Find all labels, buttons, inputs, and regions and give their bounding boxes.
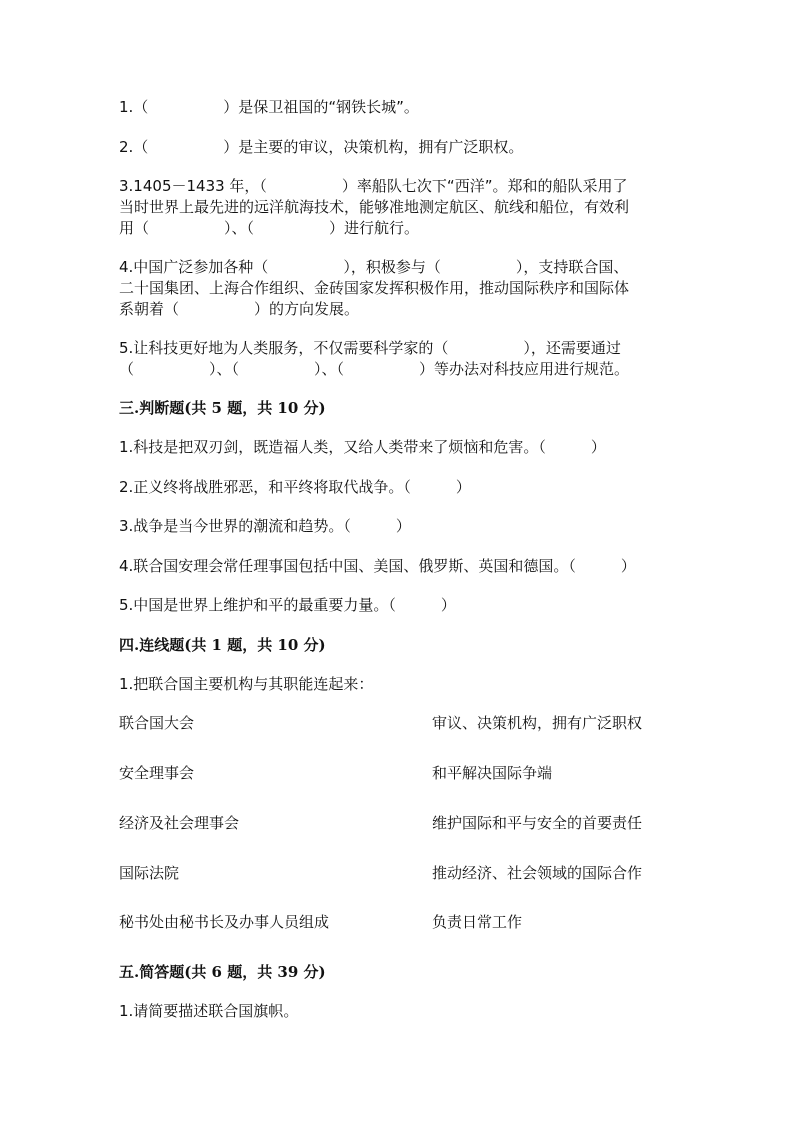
fill-blank-question-5-line-1: 5.让科技更好地为人类服务，不仅需要科学家的（ ），还需要通过 xyxy=(119,339,621,357)
match-right-item-5: 负责日常工作 xyxy=(432,913,523,931)
fill-blank-question-5-line-2: （ ）、（ ）、（ ）等办法对科技应用进行规范。 xyxy=(119,360,630,378)
match-right-item-3: 维护国际和平与安全的首要责任 xyxy=(432,814,643,832)
match-section-heading: 四.连线题(共 1 题，共 10 分) xyxy=(119,636,326,654)
match-left-item-5: 秘书处由秘书长及办事人员组成 xyxy=(119,913,330,931)
match-right-item-4: 推动经济、社会领域的国际合作 xyxy=(432,864,643,882)
match-left-item-2: 安全理事会 xyxy=(119,764,195,782)
judge-question-3: 3.战争是当今世界的潮流和趋势。（ ） xyxy=(119,517,411,535)
fill-blank-question-2: 2.（ ）是主要的审议，决策机构，拥有广泛职权。 xyxy=(119,138,524,156)
judge-question-5: 5.中国是世界上维护和平的最重要力量。（ ） xyxy=(119,596,456,614)
judge-section-heading: 三.判断题(共 5 题，共 10 分) xyxy=(119,399,326,417)
fill-blank-question-4-line-1: 4.中国广泛参加各种（ ），积极参与（ ），支持联合国、 xyxy=(119,258,629,276)
fill-blank-question-3-line-3: 用（ ）、（ ）进行航行。 xyxy=(119,219,420,237)
judge-question-4: 4.联合国安理会常任理事国包括中国、美国、俄罗斯、英国和德国。（ ） xyxy=(119,557,636,575)
fill-blank-question-1: 1.（ ）是保卫祖国的“钢铁长城”。 xyxy=(119,98,419,116)
short-answer-section-heading: 五.简答题(共 6 题，共 39 分) xyxy=(119,963,326,981)
fill-blank-question-4-line-3: 系朝着（ ）的方向发展。 xyxy=(119,300,360,318)
judge-question-1: 1.科技是把双刃剑，既造福人类，又给人类带来了烦恼和危害。（ ） xyxy=(119,438,606,456)
match-left-item-1: 联合国大会 xyxy=(119,714,195,732)
match-prompt: 1.把联合国主要机构与其职能连起来： xyxy=(119,675,374,693)
fill-blank-question-3-line-1: 3.1405－1433 年，（ ）率船队七次下“西洋”。郑和的船队采用了 xyxy=(119,177,628,195)
judge-question-2: 2.正义终将战胜邪恶，和平终将取代战争。（ ） xyxy=(119,478,471,496)
fill-blank-question-3-line-2: 当时世界上最先进的远洋航海技术，能够准地测定航区、航线和船位，有效利 xyxy=(119,198,630,216)
match-left-item-4: 国际法院 xyxy=(119,864,180,882)
match-right-item-2: 和平解决国际争端 xyxy=(432,764,553,782)
short-answer-question-1: 1.请简要描述联合国旗帜。 xyxy=(119,1002,299,1020)
match-left-item-3: 经济及社会理事会 xyxy=(119,814,240,832)
match-right-item-1: 审议、决策机构，拥有广泛职权 xyxy=(432,714,643,732)
fill-blank-question-4-line-2: 二十国集团、上海合作组织、金砖国家发挥积极作用，推动国际秩序和国际体 xyxy=(119,279,630,297)
